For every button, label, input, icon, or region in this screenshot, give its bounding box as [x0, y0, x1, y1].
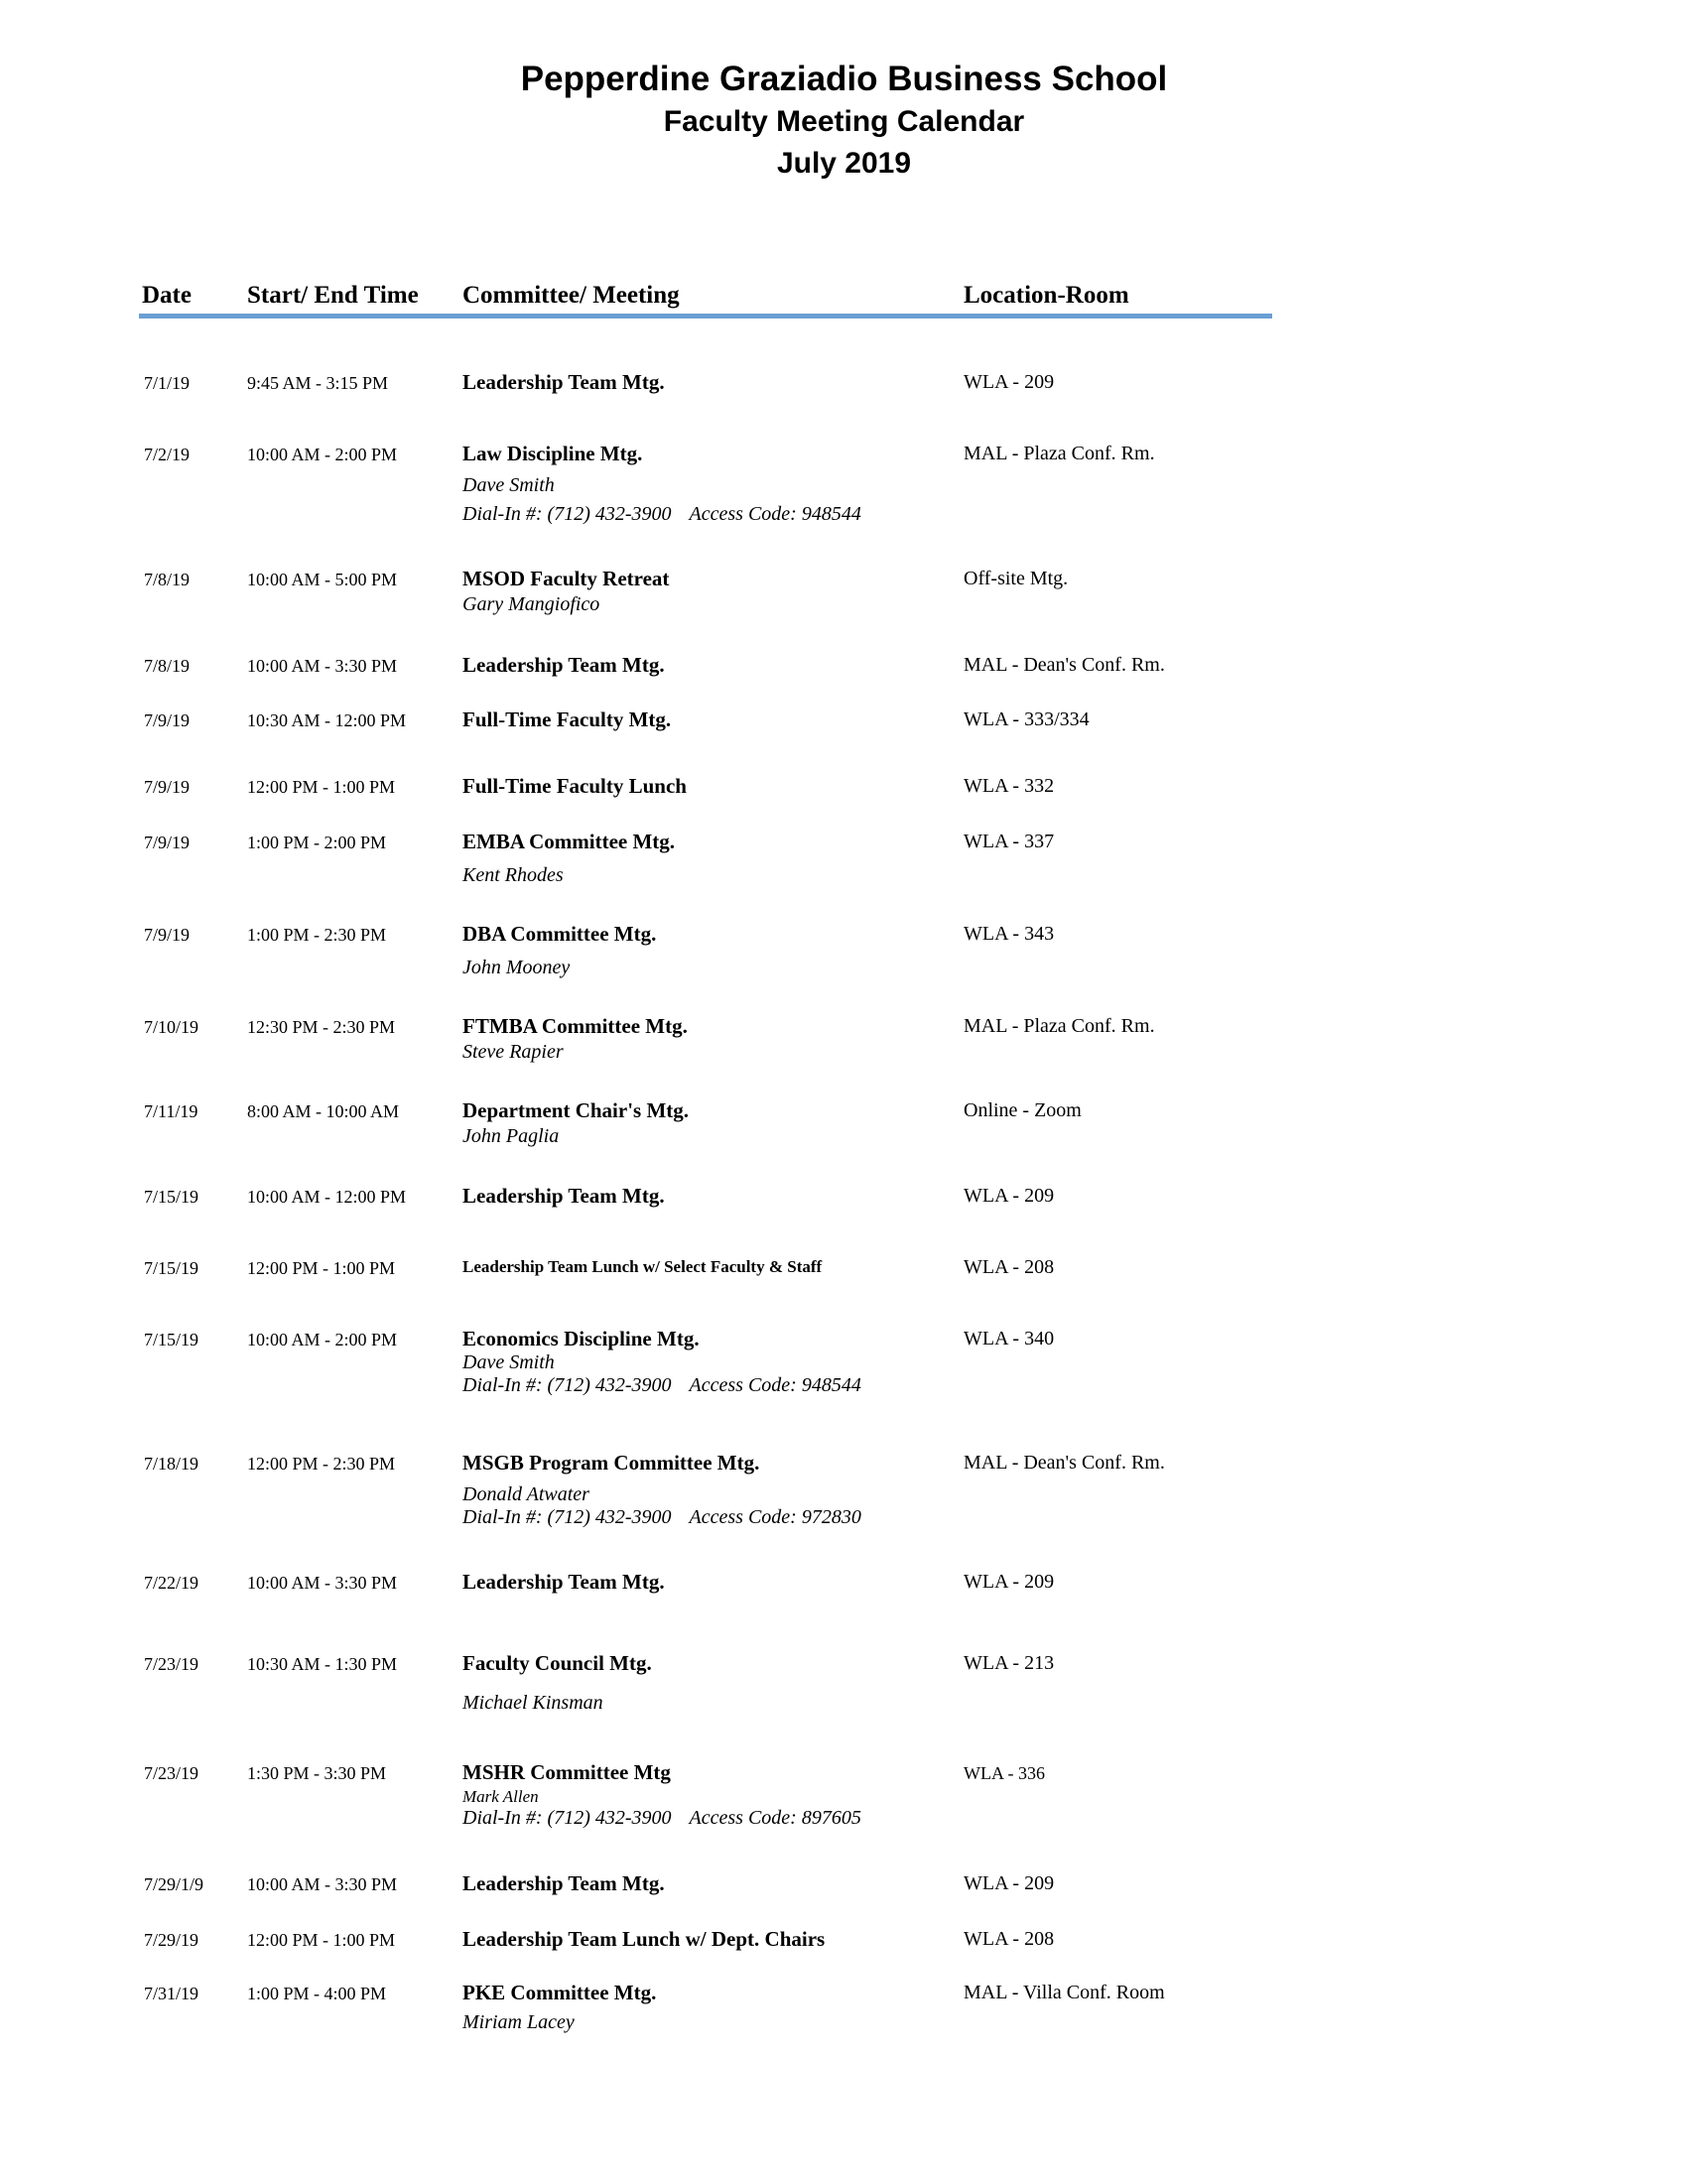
meeting-title: Leadership Team Lunch w/ Select Faculty & Staff	[462, 1257, 823, 1276]
meeting-location: Off-site Mtg.	[964, 568, 1069, 589]
meeting-organizer: Michael Kinsman	[462, 1692, 603, 1714]
dial-in-number: Dial-In #: (712) 432-3900	[462, 1374, 672, 1396]
meeting-title: MSGB Program Committee Mtg.	[462, 1451, 760, 1475]
meeting-location: WLA - 343	[964, 923, 1055, 945]
meeting-organizer: Mark Allen	[462, 1787, 539, 1806]
calendar-title: Faculty Meeting Calendar	[663, 105, 1025, 138]
meeting-date: 7/9/19	[144, 777, 191, 797]
access-code: Access Code: 948544	[689, 503, 861, 525]
access-code: Access Code: 897605	[689, 1807, 861, 1829]
meeting-location: MAL - Dean's Conf. Rm.	[964, 1452, 1165, 1474]
calendar-month: July 2019	[776, 147, 912, 180]
meeting-location: MAL - Plaza Conf. Rm.	[964, 443, 1155, 464]
meeting-title: FTMBA Committee Mtg.	[462, 1014, 688, 1038]
meeting-title: Leadership Team Mtg.	[462, 1184, 665, 1208]
meeting-location: MAL - Plaza Conf. Rm.	[964, 1015, 1155, 1037]
meeting-location: WLA - 208	[964, 1256, 1055, 1278]
school-name: Pepperdine Graziadio Business School	[520, 60, 1168, 98]
meeting-time: 12:00 PM - 1:00 PM	[247, 777, 396, 797]
meeting-time: 1:00 PM - 4:00 PM	[247, 1984, 387, 2003]
meeting-dial-in	[462, 1807, 861, 1830]
dial-in-number: Dial-In #: (712) 432-3900	[462, 1807, 672, 1829]
meeting-title: Law Discipline Mtg.	[462, 442, 643, 465]
meeting-time: 1:30 PM - 3:30 PM	[247, 1763, 387, 1783]
meeting-time: 1:00 PM - 2:30 PM	[247, 925, 387, 945]
meeting-date: 7/8/19	[144, 656, 191, 676]
meeting-title: Department Chair's Mtg.	[462, 1098, 690, 1122]
meeting-location: MAL - Dean's Conf. Rm.	[964, 654, 1165, 676]
meeting-location: WLA - 209	[964, 1571, 1055, 1593]
meeting-title: Leadership Team Mtg.	[462, 1570, 665, 1594]
meeting-location: WLA - 340	[964, 1328, 1055, 1349]
meeting-title: EMBA Committee Mtg.	[462, 830, 676, 853]
meeting-date: 7/23/19	[144, 1654, 199, 1674]
meeting-date: 7/9/19	[144, 710, 191, 730]
meeting-date: 7/1/19	[144, 373, 191, 393]
meeting-location: WLA - 336	[964, 1763, 1045, 1783]
meeting-time: 10:00 AM - 2:00 PM	[247, 445, 398, 464]
meeting-dial-in	[462, 1374, 861, 1397]
meeting-date: 7/29/1/9	[144, 1874, 204, 1894]
meeting-organizer: Dave Smith	[462, 474, 555, 496]
meeting-organizer: Miriam Lacey	[462, 2011, 575, 2033]
meeting-time: 10:00 AM - 5:00 PM	[247, 570, 398, 589]
meeting-time: 12:00 PM - 1:00 PM	[247, 1930, 396, 1950]
meeting-title: MSHR Committee Mtg	[462, 1760, 671, 1784]
column-header-time: Start/ End Time	[247, 282, 419, 309]
meeting-time: 10:00 AM - 2:00 PM	[247, 1330, 398, 1349]
meeting-date: 7/9/19	[144, 833, 191, 852]
meeting-organizer: Dave Smith	[462, 1351, 555, 1373]
meeting-location: WLA - 209	[964, 1872, 1055, 1894]
meeting-date: 7/15/19	[144, 1330, 199, 1349]
meeting-title: MSOD Faculty Retreat	[462, 567, 670, 590]
meeting-location: WLA - 209	[964, 371, 1055, 393]
meeting-time: 10:30 AM - 12:00 PM	[247, 710, 407, 730]
meeting-date: 7/10/19	[144, 1017, 199, 1037]
meeting-date: 7/8/19	[144, 570, 191, 589]
meeting-title: Leadership Team Mtg.	[462, 370, 665, 394]
meeting-time: 12:00 PM - 1:00 PM	[247, 1258, 396, 1278]
meeting-date: 7/15/19	[144, 1258, 199, 1278]
meeting-organizer: Kent Rhodes	[462, 864, 564, 886]
meeting-organizer: Donald Atwater	[462, 1483, 589, 1505]
meeting-dial-in	[462, 1506, 861, 1529]
meeting-date: 7/29/19	[144, 1930, 199, 1950]
meeting-time: 10:00 AM - 12:00 PM	[247, 1187, 407, 1207]
meeting-time: 10:00 AM - 3:30 PM	[247, 1874, 398, 1894]
meeting-organizer: John Paglia	[462, 1125, 560, 1147]
meeting-title: Faculty Council Mtg.	[462, 1651, 652, 1675]
meeting-location: WLA - 333/334	[964, 708, 1090, 730]
meeting-date: 7/31/19	[144, 1984, 199, 2003]
meeting-date: 7/18/19	[144, 1454, 199, 1474]
meeting-date: 7/22/19	[144, 1573, 199, 1593]
access-code: Access Code: 948544	[689, 1374, 861, 1396]
meeting-organizer: John Mooney	[462, 957, 571, 978]
meeting-location: WLA - 213	[964, 1652, 1055, 1674]
meeting-location: MAL - Villa Conf. Room	[964, 1982, 1165, 2003]
meeting-dial-in	[462, 503, 861, 526]
meeting-time: 8:00 AM - 10:00 AM	[247, 1101, 400, 1121]
meeting-title: PKE Committee Mtg.	[462, 1981, 657, 2004]
meeting-date: 7/23/19	[144, 1763, 199, 1783]
meeting-title: Leadership Team Mtg.	[462, 653, 665, 677]
access-code: Access Code: 972830	[689, 1506, 861, 1528]
meeting-title: Leadership Team Mtg.	[462, 1871, 665, 1895]
meeting-organizer: Steve Rapier	[462, 1041, 564, 1063]
meeting-date: 7/11/19	[144, 1101, 198, 1121]
meeting-date: 7/9/19	[144, 925, 191, 945]
column-header-date: Date	[142, 282, 192, 309]
meeting-time: 10:30 AM - 1:30 PM	[247, 1654, 398, 1674]
meeting-title: Economics Discipline Mtg.	[462, 1327, 700, 1350]
meeting-date: 7/2/19	[144, 445, 191, 464]
meeting-time: 10:00 AM - 3:30 PM	[247, 656, 398, 676]
meeting-date: 7/15/19	[144, 1187, 199, 1207]
column-header-location: Location-Room	[964, 282, 1129, 309]
header-divider	[139, 314, 1272, 319]
document-header	[0, 58, 1688, 185]
meeting-organizer: Gary Mangiofico	[462, 593, 600, 615]
meeting-time: 1:00 PM - 2:00 PM	[247, 833, 387, 852]
meeting-location: WLA - 209	[964, 1185, 1055, 1207]
dial-in-number: Dial-In #: (712) 432-3900	[462, 503, 672, 525]
column-header-meeting: Committee/ Meeting	[462, 282, 680, 309]
meeting-title: DBA Committee Mtg.	[462, 922, 657, 946]
meeting-title: Full-Time Faculty Lunch	[462, 774, 687, 798]
meeting-location: WLA - 332	[964, 775, 1055, 797]
meeting-time: 9:45 AM - 3:15 PM	[247, 373, 389, 393]
meeting-location: WLA - 208	[964, 1928, 1055, 1950]
meeting-location: Online - Zoom	[964, 1099, 1082, 1121]
dial-in-number: Dial-In #: (712) 432-3900	[462, 1506, 672, 1528]
meeting-time: 12:00 PM - 2:30 PM	[247, 1454, 396, 1474]
meeting-title: Full-Time Faculty Mtg.	[462, 707, 672, 731]
meeting-time: 12:30 PM - 2:30 PM	[247, 1017, 396, 1037]
meeting-title: Leadership Team Lunch w/ Dept. Chairs	[462, 1927, 826, 1951]
meeting-location: WLA - 337	[964, 831, 1055, 852]
meeting-time: 10:00 AM - 3:30 PM	[247, 1573, 398, 1593]
